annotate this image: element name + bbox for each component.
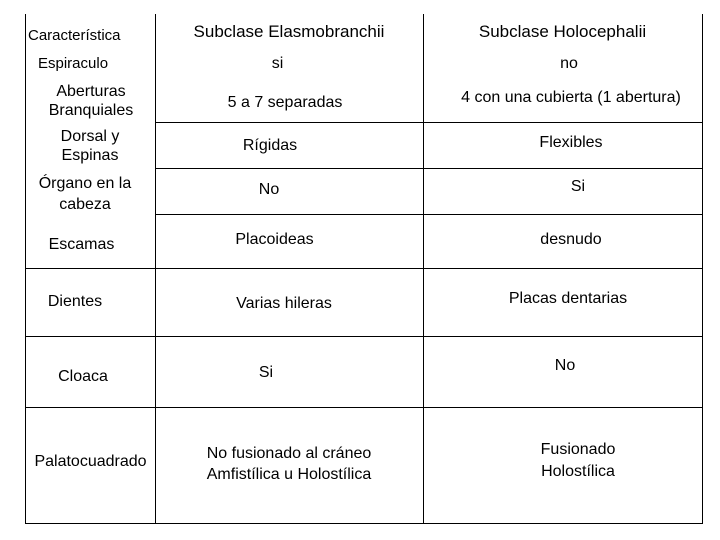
feature-cell: Órgano en la cabeza xyxy=(38,175,132,213)
elasmo-cell: Si xyxy=(258,364,274,381)
holo-cell: No xyxy=(554,357,576,374)
holo-cell: Placas dentarias xyxy=(508,290,628,307)
row-divider xyxy=(155,168,703,169)
elasmo-cell: 5 a 7 separadas xyxy=(227,94,343,111)
header-elasmobranchii: Subclase Elasmobranchii xyxy=(193,22,385,41)
feature-cell: Escamas xyxy=(48,236,115,253)
holo-cell: 4 con una cubierta (1 abertura) xyxy=(461,89,681,106)
holo-cell: Fusionado Holostílica xyxy=(540,441,616,480)
elasmo-cell: si xyxy=(271,55,284,72)
holo-cell: Flexibles xyxy=(539,134,603,151)
feature-cell: Dorsal y Espinas xyxy=(60,128,120,164)
holo-cell: Si xyxy=(570,178,586,195)
elasmo-cell: Varias hileras xyxy=(236,295,332,312)
row-divider xyxy=(155,214,703,215)
elasmo-cell: Rígidas xyxy=(242,137,298,154)
feature-cell: Dientes xyxy=(47,293,103,310)
row-divider xyxy=(25,268,703,269)
row-divider xyxy=(25,336,703,337)
feature-cell: Palatocuadrado xyxy=(34,453,147,470)
feature-cell: Espiraculo xyxy=(38,55,109,72)
feature-cell: Aberturas Branquiales xyxy=(48,83,134,119)
feature-cell: Cloaca xyxy=(58,368,108,385)
elasmo-cell: No xyxy=(258,181,280,198)
header-holocephalii: Subclase Holocephalii xyxy=(478,22,647,41)
elasmo-cell: Placoideas xyxy=(235,231,314,248)
header-feature: Característica xyxy=(28,27,121,44)
holo-cell: desnudo xyxy=(540,231,602,248)
row-divider xyxy=(155,122,703,123)
table-border-bottom xyxy=(25,523,703,524)
elasmo-cell: No fusionado al cráneo Amfistílica u Holostílica xyxy=(206,445,372,483)
holo-cell: no xyxy=(560,55,578,72)
row-divider xyxy=(25,407,703,408)
